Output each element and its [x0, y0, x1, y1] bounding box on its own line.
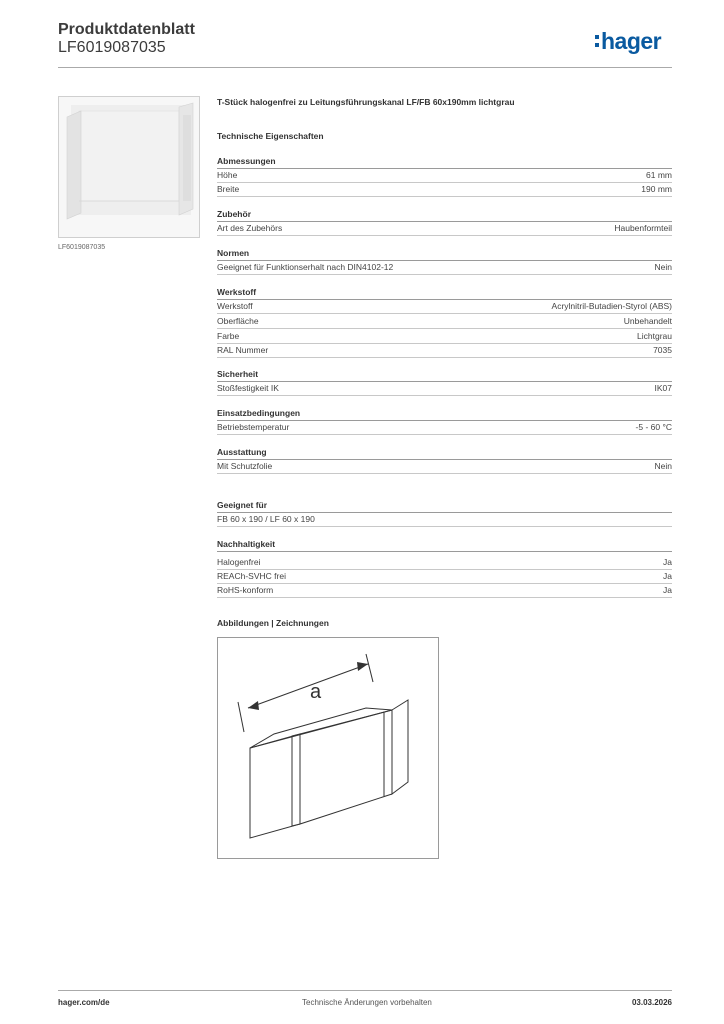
row-label: Höhe: [217, 170, 238, 180]
footer-date: 03.03.2026: [631, 998, 672, 1007]
row-label: Halogenfrei: [217, 557, 261, 567]
section-title-abmessungen: Abmessungen: [217, 156, 276, 166]
photo-caption: LF6019087035: [58, 244, 106, 251]
table-row: [217, 421, 672, 435]
product-photo: [58, 96, 200, 238]
section-title-ausstattung: Ausstattung: [217, 447, 267, 457]
section-title-nachhaltigkeit: Nachhaltigkeit: [217, 539, 276, 549]
logo-dots-icon: [594, 32, 600, 50]
row-label: Breite: [217, 184, 240, 194]
row-value: Ja: [663, 571, 672, 581]
product-description: T-Stück halogenfrei zu Leitungsführungskanal LF/FB 60x190mm lichtgrau: [217, 97, 515, 107]
row-value: Unbehandelt: [623, 316, 672, 326]
section-title-sicherheit: Sicherheit: [217, 369, 259, 379]
section-title-werkstoff: Werkstoff: [217, 287, 257, 297]
section-title-zubehoer: Zubehör: [217, 209, 251, 219]
row-label: FB 60 x 190 / LF 60 x 190: [217, 514, 315, 524]
doc-title: Produktdatenblatt: [58, 21, 195, 38]
row-value: Nein: [654, 262, 672, 272]
table-row: [217, 222, 672, 236]
row-value: 190 mm: [641, 184, 672, 194]
row-value: IK07: [654, 383, 672, 393]
row-value: 61 mm: [646, 170, 672, 180]
dimension-label: a: [310, 681, 322, 703]
row-label: Geeignet für Funktionserhalt nach DIN4102-12: [217, 262, 394, 272]
footer-website[interactable]: hager.com/de: [58, 998, 110, 1007]
tech-heading: Technische Eigenschaften: [217, 131, 324, 141]
row-value: 7035: [653, 345, 672, 355]
row-label: Farbe: [217, 331, 240, 341]
header-divider: [58, 67, 672, 68]
table-row: [217, 513, 672, 527]
row-value: Lichtgrau: [637, 331, 672, 341]
table-row: [217, 330, 672, 344]
row-value: Acrylnitril-Butadien-Styrol (ABS): [551, 301, 672, 311]
table-row: [217, 315, 672, 329]
row-label: Art des Zubehörs: [217, 223, 283, 233]
row-value: Ja: [663, 585, 672, 595]
table-row: [217, 584, 672, 598]
section-title-geeignet: Geeignet für: [217, 500, 268, 510]
table-row: [217, 344, 672, 358]
section-rule: [217, 551, 672, 552]
doc-number: LF6019087035: [58, 39, 166, 56]
row-value: Haubenformteil: [614, 223, 672, 233]
hager-logo[interactable]: [594, 28, 661, 55]
logo-text: hager: [601, 28, 662, 54]
row-value: Ja: [663, 557, 672, 567]
row-value: Nein: [654, 461, 672, 471]
row-value: -5 - 60 °C: [635, 422, 672, 432]
footer-disclaimer: Technische Änderungen vorbehalten: [302, 998, 432, 1007]
row-label: RoHS-konform: [217, 585, 274, 595]
section-title-einsatz: Einsatzbedingungen: [217, 408, 301, 418]
row-label: RAL Nummer: [217, 345, 269, 355]
footer-divider: [58, 990, 672, 991]
table-row: [217, 460, 672, 474]
row-label: Werkstoff: [217, 301, 253, 311]
t-piece-photo-icon: [59, 97, 199, 237]
row-label: REACh-SVHC frei: [217, 571, 286, 581]
table-row: [217, 300, 672, 314]
section-title-normen: Normen: [217, 248, 250, 258]
table-row: [217, 183, 672, 197]
row-label: Betriebstemperatur: [217, 422, 290, 432]
row-label: Stoßfestigkeit IK: [217, 383, 279, 393]
table-row: [217, 570, 672, 584]
row-label: Mit Schutzfolie: [217, 461, 273, 471]
row-label: Oberfläche: [217, 316, 259, 326]
table-row: [217, 556, 672, 570]
table-row: [217, 382, 672, 396]
table-row: [217, 261, 672, 275]
t-piece-drawing-icon: [218, 638, 438, 858]
drawings-title: Abbildungen | Zeichnungen: [217, 618, 329, 628]
technical-drawing: [217, 637, 439, 859]
table-row: [217, 169, 672, 183]
